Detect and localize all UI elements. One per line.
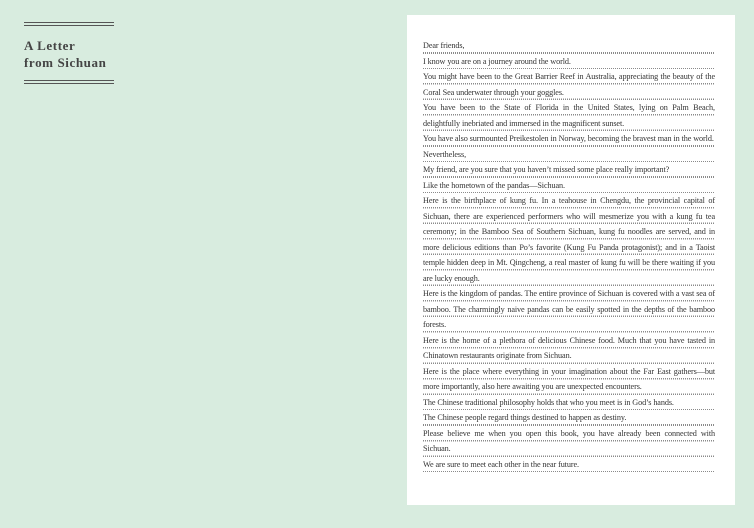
letter-paragraph: You have been to the State of Florida in the United States, lying on Palm Beach, delightfully inebriated and immersed in the magnificent sunset. xyxy=(423,100,715,131)
letter-paragraph: You have also surmounted Preikestolen in Norway, becoming the bravest man in the world. xyxy=(423,131,715,147)
book-title-line-1: A Letter xyxy=(24,38,76,53)
letter-page xyxy=(407,15,735,505)
letter-paragraph: Please believe me when you open this book, you have already been connected with Sichuan. xyxy=(423,426,715,457)
sidebar-title-block xyxy=(24,22,114,84)
letter-paragraph: Here is the birthplace of kung fu. In a teahouse in Chengdu, the provincial capital of Sichuan, there are experienced performers who will mesmerize you with a kung fu tea ceremony; in the Bamboo Sea of Southern Sichuan, kung fu noodles are served, and in more delicious editions than Po’s favorite (Kung Fu Panda protagonist); and in a Taoist temple hidden deep in Mt. Qingcheng, a real master of kung fu will be there waiting if you are lucky enough. xyxy=(423,193,715,286)
letter-paragraph: My friend, are you sure that you haven’t missed some place really important? xyxy=(423,162,715,178)
letter-body xyxy=(423,38,715,472)
letter-paragraph: Dear friends, xyxy=(423,38,715,54)
title-top-double-rule xyxy=(24,22,114,26)
letter-paragraph: You might have been to the Great Barrier Reef in Australia, appreciating the beauty of the Coral Sea underwater through your goggles. xyxy=(423,69,715,100)
letter-paragraph: The Chinese people regard things destined to happen as destiny. xyxy=(423,410,715,426)
title-bottom-double-rule xyxy=(24,80,114,84)
letter-paragraph: Nevertheless, xyxy=(423,147,715,163)
book-title-line-2: from Sichuan xyxy=(24,55,107,70)
letter-paragraph: We are sure to meet each other in the near future. xyxy=(423,457,715,473)
letter-paragraph: Like the hometown of the pandas—Sichuan. xyxy=(423,178,715,194)
book-title xyxy=(24,37,114,71)
letter-paragraph: Here is the home of a plethora of delicious Chinese food. Much that you have tasted in Chinatown restaurants originate from Sichuan. xyxy=(423,333,715,364)
letter-paragraph: Here is the kingdom of pandas. The entire province of Sichuan is covered with a vast sea of bamboo. The charmingly naive pandas can be easily spotted in the depths of the bamboo forests. xyxy=(423,286,715,333)
letter-paragraph: I know you are on a journey around the world. xyxy=(423,54,715,70)
letter-paragraph: The Chinese traditional philosophy holds that who you meet is in God’s hands. xyxy=(423,395,715,411)
letter-paragraph: Here is the place where everything in your imagination about the Far East gathers—but more importantly, also here awaiting you are unexpected encounters. xyxy=(423,364,715,395)
